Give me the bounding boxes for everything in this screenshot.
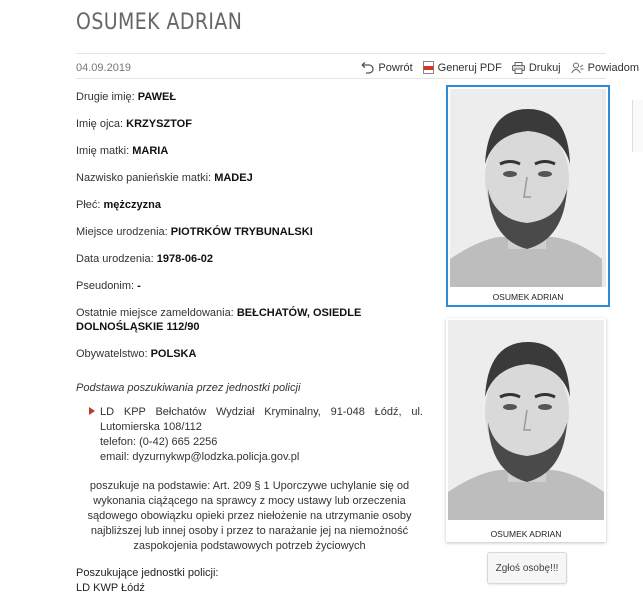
suspect-photo[interactable] <box>450 89 606 287</box>
publication-date: 04.09.2019 <box>76 62 132 74</box>
print-button[interactable] <box>512 61 561 74</box>
detail-label: Obywatelstwo: <box>76 348 148 360</box>
unit-phone: telefon: (0-42) 665 2256 <box>100 436 218 448</box>
detail-label: Pseudonim: <box>76 280 135 292</box>
notify-icon <box>571 62 584 74</box>
back-icon <box>361 62 374 74</box>
side-panel-edge <box>632 100 643 152</box>
detail-row <box>76 171 436 185</box>
detail-row <box>76 306 436 334</box>
detail-value: BEŁCHATÓW, OSIEDLE DOLNOŚLĄSKIE 112/90 <box>76 307 362 333</box>
detail-value: MARIA <box>132 145 169 157</box>
detail-label: Imię matki: <box>76 145 130 157</box>
detail-value: PAWEŁ <box>137 91 177 103</box>
back-label: Powrót <box>378 61 413 74</box>
bullet-arrow-icon <box>89 407 95 415</box>
detail-label: Ostatnie miejsce zameldowania: <box>76 307 234 319</box>
action-bar <box>361 61 639 74</box>
unit-email: email: dyzurnykwp@lodzka.policja.gov.pl <box>100 451 300 463</box>
detail-value: PIOTRKÓW TRYBUNALSKI <box>170 226 313 238</box>
searching-units-label: Poszukujące jednostki policji: <box>76 567 219 579</box>
personal-details <box>76 90 436 374</box>
detail-value: MADEJ <box>214 172 253 184</box>
detail-value: mężczyzna <box>103 199 162 211</box>
photo-caption: OSUMEK ADRIAN <box>490 529 562 539</box>
unit-address: LD KPP Bełchatów Wydział Kryminalny, 91-048 Łódź, ul. Lutomierska 108/112 <box>100 406 423 433</box>
detail-label: Imię ojca: <box>76 118 124 130</box>
divider <box>76 78 606 79</box>
detail-value: KRZYSZTOF <box>126 118 192 130</box>
generate-pdf-label: Generuj PDF <box>437 61 502 74</box>
detail-value: - <box>137 280 141 292</box>
print-icon <box>512 62 525 74</box>
page-title: OSUMEK ADRIAN <box>76 10 243 35</box>
pdf-icon <box>423 61 434 74</box>
print-label: Drukuj <box>528 61 561 74</box>
divider <box>76 53 606 54</box>
face-portrait-icon <box>448 320 604 520</box>
photo-card[interactable] <box>446 85 610 307</box>
searching-units <box>76 566 218 596</box>
police-unit-info <box>100 405 423 465</box>
detail-row <box>76 347 436 361</box>
detail-row <box>76 279 436 293</box>
searching-units-value: LD KWP Łódź <box>76 582 145 594</box>
report-person-button[interactable]: Zgłoś osobę!!! <box>487 552 567 584</box>
notify-label: Powiadom <box>587 61 639 74</box>
detail-row <box>76 90 436 104</box>
detail-label: Data urodzenia: <box>76 253 154 265</box>
detail-label: Płeć: <box>76 199 101 211</box>
notify-button[interactable] <box>571 61 639 74</box>
detail-value: 1978-06-02 <box>156 253 214 265</box>
detail-label: Nazwisko panieńskie matki: <box>76 172 212 184</box>
face-portrait-icon <box>450 89 602 287</box>
detail-label: Miejsce urodzenia: <box>76 226 168 238</box>
detail-row <box>76 225 436 239</box>
suspect-photo[interactable] <box>448 320 604 520</box>
detail-row <box>76 252 436 266</box>
detail-label: Drugie imię: <box>76 91 135 103</box>
detail-row <box>76 117 436 131</box>
detail-value: POLSKA <box>150 348 197 360</box>
photo-caption: OSUMEK ADRIAN <box>492 292 564 302</box>
detail-row <box>76 144 436 158</box>
photo-card[interactable] <box>446 318 606 542</box>
back-button[interactable] <box>361 61 412 74</box>
detail-row <box>76 198 436 212</box>
generate-pdf-button[interactable] <box>423 61 502 74</box>
legal-basis-text: poszukuje na podstawie: Art. 209 § 1 Uporczywe uchylanie się od wykonania ciążącego na sprawcy z mocy ustawy lub orzeczenia sądowego obowiązku opieki przez niełożenie na utrzymanie osoby najbliższej lub innej osoby i przez to narażanie jej na niemożność zaspokojenia podstawowych potrzeb życiowych <box>87 480 412 552</box>
basis-heading: Podstawa poszukiwania przez jednostki policji <box>76 382 301 394</box>
